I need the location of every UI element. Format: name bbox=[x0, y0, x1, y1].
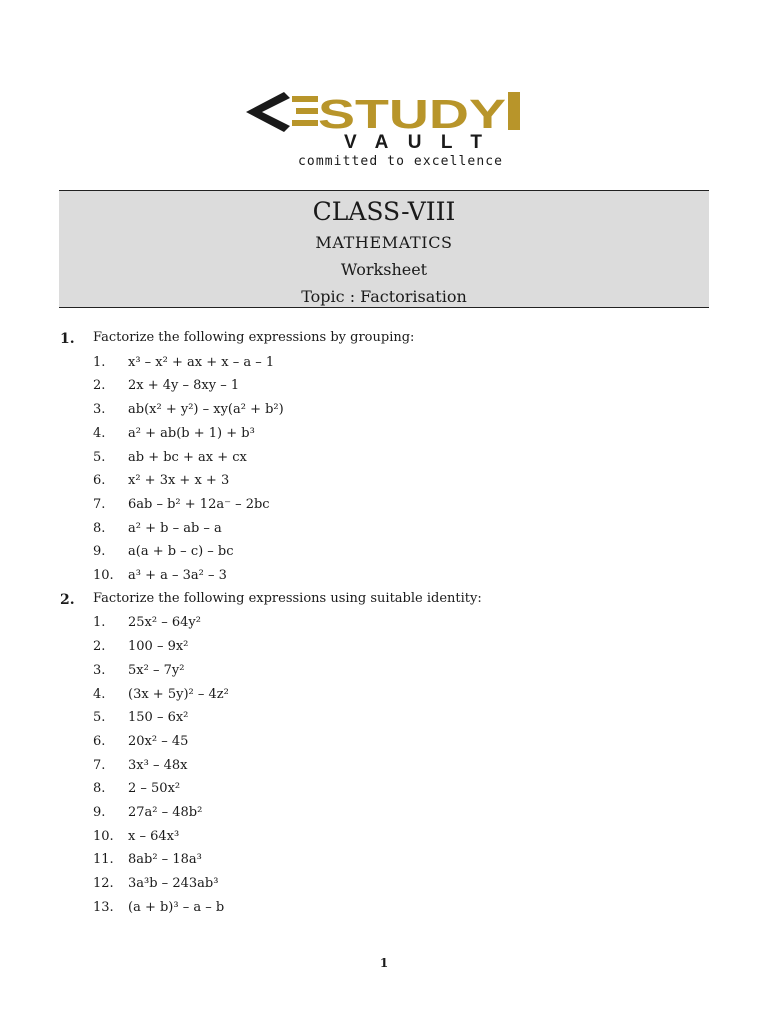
expression-item bbox=[93, 496, 270, 514]
expression-item bbox=[93, 733, 188, 751]
expression-item bbox=[93, 780, 180, 798]
item-number: 5. bbox=[93, 449, 106, 465]
logo-brand: STUDY bbox=[318, 91, 506, 137]
item-expression: 25x² – 64y² bbox=[128, 615, 201, 631]
expression-item bbox=[93, 614, 201, 632]
expression-item bbox=[93, 425, 255, 443]
subject-title: MATHEMATICS bbox=[315, 233, 453, 252]
item-number: 4. bbox=[93, 686, 106, 702]
expression-item bbox=[93, 899, 224, 917]
expression-item bbox=[93, 401, 284, 419]
item-expression: x³ – x² + ax + x – a – 1 bbox=[128, 354, 275, 370]
item-number: 3. bbox=[93, 402, 106, 418]
item-number: 6. bbox=[93, 733, 106, 749]
expression-item bbox=[93, 354, 274, 372]
item-expression: (a + b)³ – a – b bbox=[128, 899, 225, 915]
item-number: 9. bbox=[93, 544, 106, 560]
item-number: 1. bbox=[93, 615, 106, 631]
item-number: 8. bbox=[93, 520, 106, 536]
logo-tagline: committed to excellence bbox=[298, 154, 502, 169]
expression-item bbox=[93, 638, 188, 656]
expression-item bbox=[93, 472, 229, 490]
title-band bbox=[59, 190, 709, 308]
study-vault-logo bbox=[246, 88, 522, 172]
item-number: 5. bbox=[93, 710, 106, 726]
topic-title: Topic : Factorisation bbox=[301, 287, 467, 306]
item-number: 11. bbox=[93, 852, 114, 868]
page-number: 1 bbox=[379, 956, 389, 970]
item-expression: ab(x² + y²) – xy(a² + b²) bbox=[128, 402, 284, 418]
item-number: 6. bbox=[93, 473, 106, 489]
item-expression: 6ab – b² + 12a⁻ – 2bc bbox=[128, 496, 270, 512]
item-expression: 150 – 6x² bbox=[128, 710, 189, 726]
expression-item bbox=[93, 520, 222, 538]
item-expression: 20x² – 45 bbox=[128, 733, 189, 749]
item-expression: a(a + b – c) – bc bbox=[128, 544, 234, 560]
expression-item bbox=[93, 709, 188, 727]
expression-item bbox=[93, 543, 234, 561]
item-number: 7. bbox=[93, 496, 106, 512]
expression-item bbox=[93, 686, 229, 704]
question-text: Factorize the following expressions using suitable identity: bbox=[93, 590, 482, 606]
item-expression: a² + ab(b + 1) + b³ bbox=[128, 425, 255, 441]
expression-item bbox=[93, 875, 218, 893]
question-number: 2. bbox=[60, 591, 75, 608]
expression-item bbox=[93, 377, 239, 395]
item-number: 13. bbox=[93, 899, 114, 915]
expression-item bbox=[93, 449, 247, 467]
item-expression: a³ + a – 3a² – 3 bbox=[128, 568, 227, 583]
class-title: CLASS-VIII bbox=[312, 197, 456, 226]
item-number: 7. bbox=[93, 757, 106, 773]
item-number: 12. bbox=[93, 876, 114, 892]
item-expression: x – 64x³ bbox=[128, 828, 180, 844]
item-expression: 2 – 50x² bbox=[128, 781, 181, 797]
item-expression: 3a³b – 243ab³ bbox=[128, 876, 219, 892]
item-number: 4. bbox=[93, 425, 106, 441]
item-number: 8. bbox=[93, 781, 106, 797]
item-number: 1. bbox=[93, 354, 106, 370]
item-expression: ab + bc + ax + cx bbox=[128, 449, 247, 465]
expression-item bbox=[93, 851, 202, 869]
item-expression: 2x + 4y – 8xy – 1 bbox=[128, 378, 240, 394]
item-expression: (3x + 5y)² – 4z² bbox=[128, 686, 229, 702]
expression-item bbox=[93, 828, 179, 846]
item-number: 3. bbox=[93, 662, 106, 678]
item-expression: 3x³ – 48x bbox=[128, 757, 188, 773]
item-expression: a² + b – ab – a bbox=[128, 520, 222, 536]
expression-item bbox=[93, 757, 187, 775]
item-number: 10. bbox=[93, 828, 114, 844]
question-text: Factorize the following expressions by grouping: bbox=[93, 330, 415, 345]
item-number: 9. bbox=[93, 805, 106, 820]
logo-sub: VAULT bbox=[344, 132, 482, 153]
item-expression: 27a² – 48b² bbox=[128, 805, 203, 820]
item-expression: x² + 3x + x + 3 bbox=[128, 473, 230, 489]
expression-item bbox=[93, 662, 184, 680]
expression-item bbox=[93, 567, 227, 585]
item-number: 2. bbox=[93, 378, 106, 394]
item-number: 10. bbox=[93, 568, 114, 583]
item-expression: 5x² – 7y² bbox=[128, 662, 185, 678]
document-type: Worksheet bbox=[340, 260, 428, 279]
item-expression: 100 – 9x² bbox=[128, 639, 189, 655]
item-number: 2. bbox=[93, 639, 106, 655]
question-number: 1. bbox=[60, 331, 75, 347]
expression-item bbox=[93, 804, 202, 822]
item-expression: 8ab² – 18a³ bbox=[128, 852, 202, 868]
